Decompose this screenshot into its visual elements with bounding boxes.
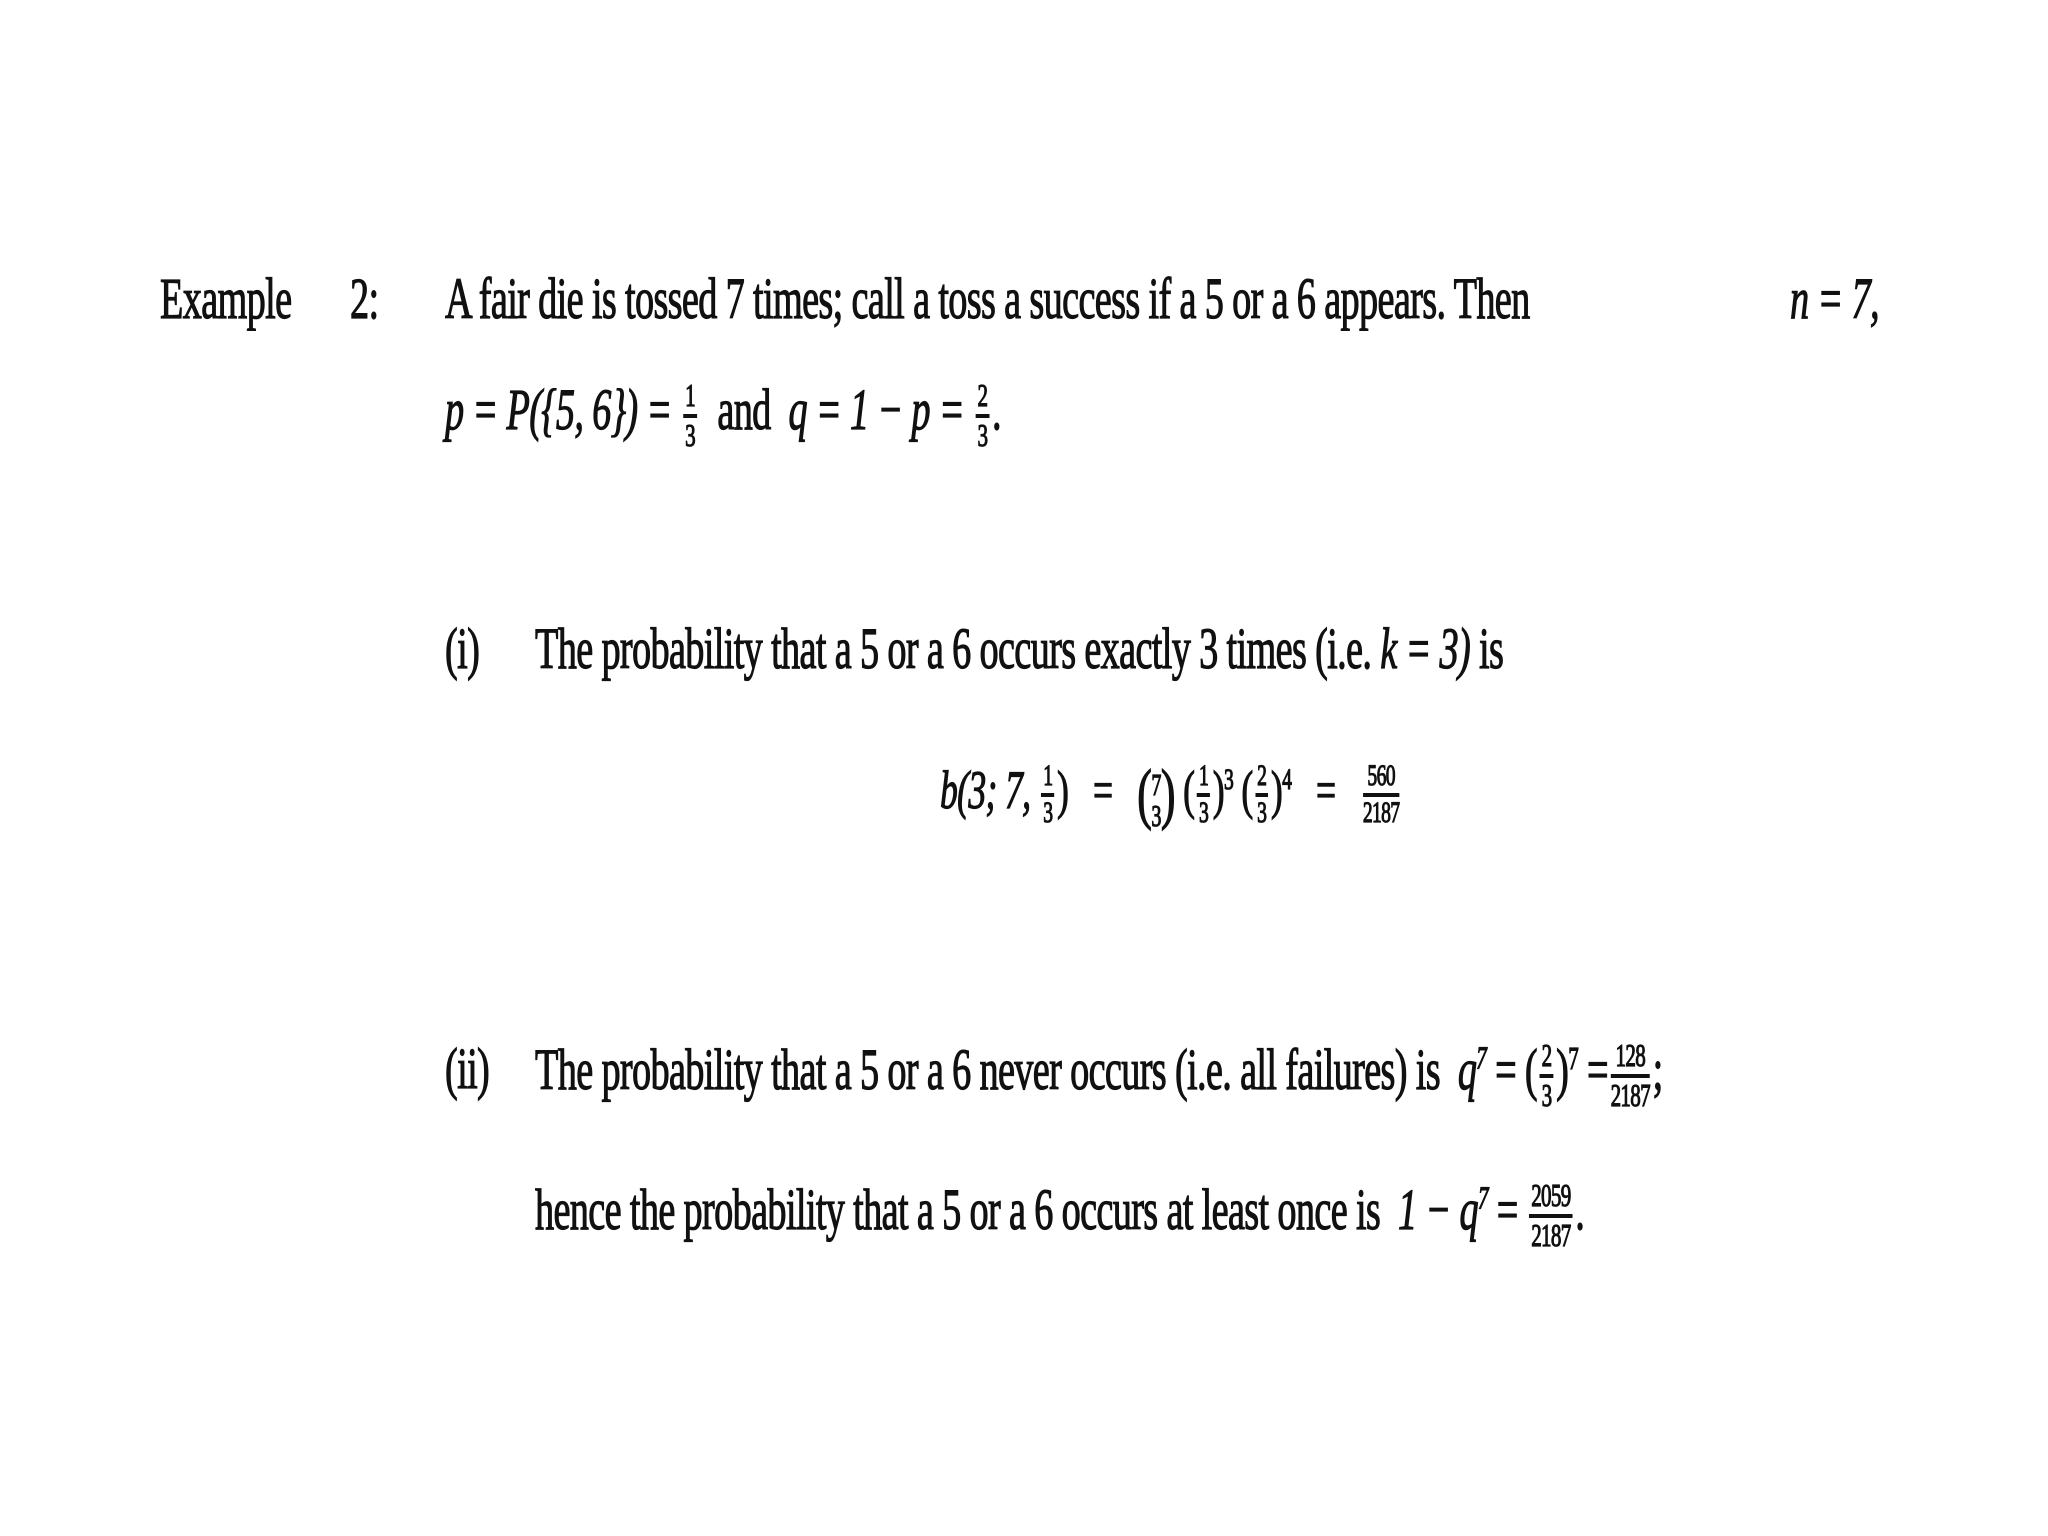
q-fraction-close: ) [1556,1037,1569,1103]
formula-lhs: b(3; 7, [940,759,1031,820]
p-definition: p = P({5, 6}) = [445,377,672,443]
binomial-coefficient: ( 7 3 ) [1137,756,1175,833]
exponent-1: 3 [1223,763,1234,796]
example-label: Example [160,266,292,331]
lhs-fraction: $\frac{1}{3}$ [1043,759,1053,830]
q7-equals: = ( [1495,1037,1538,1103]
result-fraction: $\frac{560}{2187}$ [1362,759,1400,830]
part-ii-line-2: hence the probability that a 5 or a 6 occurs at least once is $1 - q^7$ = $\frac{2059}{2187}$ . [535,1177,1585,1253]
equals-ii: = [1586,1037,1608,1103]
part-ii-label: (ii) [445,1036,490,1101]
part-i-label: (i) [445,616,480,681]
example-n-value: n = 7, [1790,266,1879,331]
one-minus-q7: $1 - q^7$ [1397,1177,1488,1243]
part-i-text: The probability that a 5 or a 6 occurs exactly 3 times (i.e. k = 3) is [535,616,1504,681]
equals-iii: = [1496,1177,1518,1243]
part-ii-line-1: The probability that a 5 or a 6 never occurs (i.e. all failures) is $q^7$ = ( $\frac{2}{3}$ )$^7$ = $\frac{128}{2187}$ ; [535,1037,1663,1113]
semicolon: ; [1652,1037,1663,1103]
example-line-2 [445,377,1001,453]
exponent-2: 4 [1282,763,1292,796]
equals-2: = [1316,759,1336,820]
example-number: 2: [350,266,379,331]
q-fraction: $\frac{2}{3}$ [977,378,988,453]
p-fraction: $\frac{1}{3}$ [685,378,695,453]
q7: $q^7$ [1457,1037,1487,1103]
factor-2-fraction: $\frac{2}{3}$ [1257,759,1267,830]
example-line-1: A fair die is tossed 7 times; call a toss a success if a 5 or a 6 appears. Then [445,266,1530,331]
k-value: k = 3) [1380,616,1471,681]
q-definition: q = 1 − p = [788,377,964,443]
and-word: and [717,377,771,443]
q-fraction-ii: $\frac{2}{3}$ [1541,1038,1552,1113]
binomial-formula: b(3; 7, $\frac{1}{3}$ ) = ( 7 3 ) ( $\frac{1}{3}$ )$^3$ ( $\frac{2}{3}$ )$^4$ = $\frac{560}{2187}$ [940,756,1400,833]
at-least-once-fraction: $\frac{2059}{2187}$ [1531,1178,1571,1253]
lhs-close: ) [1057,759,1069,820]
final-period: . [1575,1177,1585,1243]
factor-1-fraction: $\frac{1}{3}$ [1198,759,1209,830]
q-fraction-exp: 7 [1568,1040,1579,1076]
never-result-fraction: $\frac{128}{2187}$ [1610,1038,1651,1113]
is-word: is [1479,616,1504,681]
q-period: . [992,377,1001,443]
equals-1: = [1092,759,1113,820]
